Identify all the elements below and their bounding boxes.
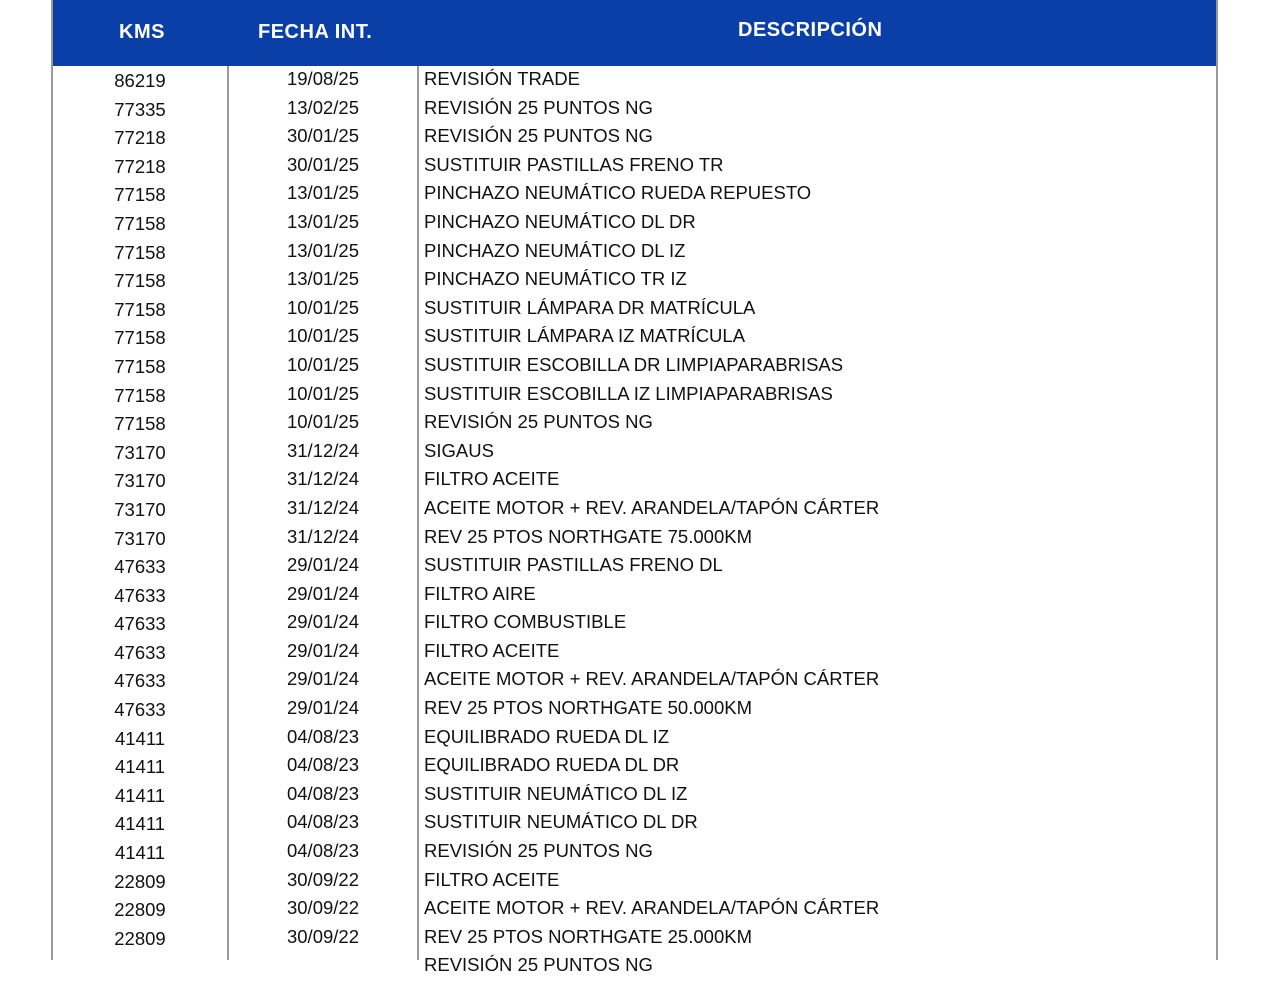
cell-fecha: 31/12/24 bbox=[286, 439, 359, 461]
cell-descripcion: SUSTITUIR ESCOBILLA IZ LIMPIAPARABRISAS bbox=[424, 382, 833, 404]
table-row bbox=[53, 867, 1216, 896]
cell-kms: 47633 bbox=[114, 584, 166, 606]
cell-descripcion: FILTRO ACEITE bbox=[424, 868, 560, 890]
cell-descripcion: EQUILIBRADO RUEDA DL IZ bbox=[424, 725, 670, 747]
table-row bbox=[53, 924, 1216, 953]
table-row bbox=[53, 266, 1216, 295]
cell-fecha: 13/01/25 bbox=[286, 210, 359, 232]
cell-kms: 77158 bbox=[114, 413, 166, 435]
cell-descripcion: REVISIÓN 25 PUNTOS NG bbox=[424, 96, 653, 118]
table-row bbox=[53, 752, 1216, 781]
cell-kms: 41411 bbox=[114, 784, 166, 806]
cell-fecha: 30/01/25 bbox=[286, 153, 359, 175]
cell-descripcion: REV 25 PTOS NORTHGATE 75.000KM bbox=[424, 525, 752, 547]
cell-fecha: 29/01/24 bbox=[286, 639, 359, 661]
cell-fecha: 13/01/25 bbox=[286, 268, 359, 290]
header-fecha: FECHA INT. bbox=[258, 21, 373, 43]
cell-descripcion: PINCHAZO NEUMÁTICO RUEDA REPUESTO bbox=[424, 182, 812, 204]
cell-kms: 77158 bbox=[114, 384, 166, 406]
cell-kms: 41411 bbox=[114, 727, 166, 749]
cell-kms: 77158 bbox=[114, 241, 166, 263]
cell-kms: 47633 bbox=[114, 613, 166, 635]
header-kms: KMS bbox=[119, 21, 165, 43]
cell-fecha: 29/01/24 bbox=[286, 554, 359, 576]
table-row bbox=[53, 123, 1216, 152]
table-row bbox=[53, 609, 1216, 638]
table-header bbox=[53, 0, 1216, 66]
cell-descripcion: REV 25 PTOS NORTHGATE 25.000KM bbox=[424, 925, 752, 947]
cell-fecha: 04/08/23 bbox=[286, 811, 359, 833]
cell-descripcion: PINCHAZO NEUMÁTICO TR IZ bbox=[424, 268, 687, 290]
table-row bbox=[53, 638, 1216, 667]
cell-descripcion: ACEITE MOTOR + REV. ARANDELA/TAPÓN CÁRTER bbox=[424, 897, 880, 919]
cell-descripcion: SUSTITUIR PASTILLAS FRENO TR bbox=[424, 153, 724, 175]
table-row bbox=[53, 895, 1216, 924]
maintenance-table bbox=[51, 0, 1218, 976]
cell-fecha: 13/01/25 bbox=[286, 182, 359, 204]
cell-descripcion: EQUILIBRADO RUEDA DL DR bbox=[424, 754, 680, 776]
table-row bbox=[53, 781, 1216, 810]
table-row bbox=[53, 724, 1216, 753]
table-row bbox=[53, 323, 1216, 352]
cell-descripcion: REVISIÓN 25 PUNTOS NG bbox=[424, 411, 653, 433]
cell-kms: 47633 bbox=[114, 670, 166, 692]
cell-kms: 47633 bbox=[114, 699, 166, 721]
cell-fecha: 29/01/24 bbox=[286, 611, 359, 633]
cell-descripcion: FILTRO COMBUSTIBLE bbox=[424, 611, 627, 633]
table-row bbox=[53, 381, 1216, 410]
cell-fecha: 10/01/25 bbox=[286, 411, 359, 433]
table-row bbox=[53, 152, 1216, 181]
cell-fecha: 29/01/24 bbox=[286, 697, 359, 719]
cell-fecha: 04/08/23 bbox=[286, 754, 359, 776]
table-row bbox=[53, 295, 1216, 324]
cell-kms: 22809 bbox=[114, 927, 166, 949]
cell-kms: 73170 bbox=[114, 498, 166, 520]
cell-fecha: 04/08/23 bbox=[286, 782, 359, 804]
cell-fecha: 30/09/22 bbox=[286, 897, 359, 919]
cell-fecha: 29/01/24 bbox=[286, 582, 359, 604]
cell-kms: 77158 bbox=[114, 327, 166, 349]
cell-kms: 77158 bbox=[114, 355, 166, 377]
cell-descripcion: ACEITE MOTOR + REV. ARANDELA/TAPÓN CÁRTER bbox=[424, 668, 880, 690]
cell-fecha: 31/12/24 bbox=[286, 468, 359, 490]
cell-kms: 77158 bbox=[114, 270, 166, 292]
cell-kms: 41411 bbox=[114, 756, 166, 778]
cell-descripcion: REVISIÓN 25 PUNTOS NG bbox=[424, 125, 653, 147]
table-row bbox=[53, 438, 1216, 467]
cell-kms: 22809 bbox=[114, 899, 166, 921]
table-row bbox=[53, 809, 1216, 838]
cell-descripcion: FILTRO AIRE bbox=[424, 582, 536, 604]
table-row bbox=[53, 238, 1216, 267]
table-row bbox=[53, 552, 1216, 581]
cell-kms: 77158 bbox=[114, 212, 166, 234]
table-row bbox=[53, 695, 1216, 724]
cell-fecha: 19/08/25 bbox=[286, 68, 359, 89]
header-descripcion: DESCRIPCIÓN bbox=[738, 19, 883, 41]
cell-kms: 41411 bbox=[114, 813, 166, 835]
cell-descripcion: REVISIÓN 25 PUNTOS NG bbox=[424, 840, 653, 862]
cell-descripcion: ACEITE MOTOR + REV. ARANDELA/TAPÓN CÁRTER bbox=[424, 496, 880, 518]
table-row bbox=[53, 495, 1216, 524]
cell-descripcion: PINCHAZO NEUMÁTICO DL DR bbox=[424, 210, 696, 232]
cell-descripcion: FILTRO ACEITE bbox=[424, 639, 560, 661]
cell-descripcion: REVISIÓN 25 PUNTOS NG bbox=[424, 954, 653, 976]
table-row bbox=[53, 838, 1216, 867]
cell-kms: 73170 bbox=[114, 527, 166, 549]
cell-fecha: 10/01/25 bbox=[286, 353, 359, 375]
cell-fecha: 30/09/22 bbox=[286, 868, 359, 890]
cell-kms: 77335 bbox=[114, 98, 166, 120]
cell-kms: 73170 bbox=[114, 441, 166, 463]
cell-descripcion: SUSTITUIR NEUMÁTICO DL DR bbox=[424, 811, 698, 833]
cell-fecha: 04/08/23 bbox=[286, 725, 359, 747]
cell-descripcion: SUSTITUIR NEUMÁTICO DL IZ bbox=[424, 782, 688, 804]
cell-fecha: 30/01/25 bbox=[286, 125, 359, 147]
cell-fecha: 13/02/25 bbox=[286, 96, 359, 118]
cell-kms: 77158 bbox=[114, 184, 166, 206]
table-row bbox=[53, 409, 1216, 438]
cell-fecha: 04/08/23 bbox=[286, 840, 359, 862]
cell-fecha: 10/01/25 bbox=[286, 325, 359, 347]
cell-fecha: 30/09/22 bbox=[286, 925, 359, 947]
table-row bbox=[53, 581, 1216, 610]
table-row bbox=[53, 95, 1216, 124]
cell-fecha: 31/12/24 bbox=[286, 525, 359, 547]
table-row bbox=[53, 466, 1216, 495]
cell-fecha: 13/01/25 bbox=[286, 239, 359, 261]
cell-descripcion: SUSTITUIR LÁMPARA DR MATRÍCULA bbox=[424, 296, 756, 318]
cell-descripcion: SIGAUS bbox=[424, 439, 494, 461]
cell-descripcion: PINCHAZO NEUMÁTICO DL IZ bbox=[424, 239, 686, 261]
table-row bbox=[53, 66, 1216, 95]
cell-fecha: 10/01/25 bbox=[286, 296, 359, 318]
cell-descripcion: REVISIÓN TRADE bbox=[424, 68, 580, 89]
cell-kms: 77158 bbox=[114, 298, 166, 320]
cell-kms: 86219 bbox=[114, 70, 166, 91]
cell-kms: 22809 bbox=[114, 870, 166, 892]
cell-descripcion: REV 25 PTOS NORTHGATE 50.000KM bbox=[424, 697, 752, 719]
cell-descripcion: FILTRO ACEITE bbox=[424, 468, 560, 490]
table-row bbox=[53, 666, 1216, 695]
cell-kms: 41411 bbox=[114, 842, 166, 864]
table-row bbox=[53, 524, 1216, 553]
cell-fecha: 29/01/24 bbox=[286, 668, 359, 690]
cell-kms: 77218 bbox=[114, 155, 166, 177]
cell-descripcion: SUSTITUIR LÁMPARA IZ MATRÍCULA bbox=[424, 325, 746, 347]
cell-kms: 47633 bbox=[114, 641, 166, 663]
cell-kms: 47633 bbox=[114, 556, 166, 578]
cell-descripcion: SUSTITUIR PASTILLAS FRENO DL bbox=[424, 554, 723, 576]
table-row bbox=[53, 209, 1216, 238]
cell-kms: 73170 bbox=[114, 470, 166, 492]
cell-kms: 77218 bbox=[114, 127, 166, 149]
table-row bbox=[53, 180, 1216, 209]
cell-fecha: 31/12/24 bbox=[286, 496, 359, 518]
table-row bbox=[53, 352, 1216, 381]
cell-descripcion: SUSTITUIR ESCOBILLA DR LIMPIAPARABRISAS bbox=[424, 353, 844, 375]
table-row bbox=[53, 952, 1216, 981]
cell-fecha: 10/01/25 bbox=[286, 382, 359, 404]
table-body bbox=[53, 66, 1216, 976]
